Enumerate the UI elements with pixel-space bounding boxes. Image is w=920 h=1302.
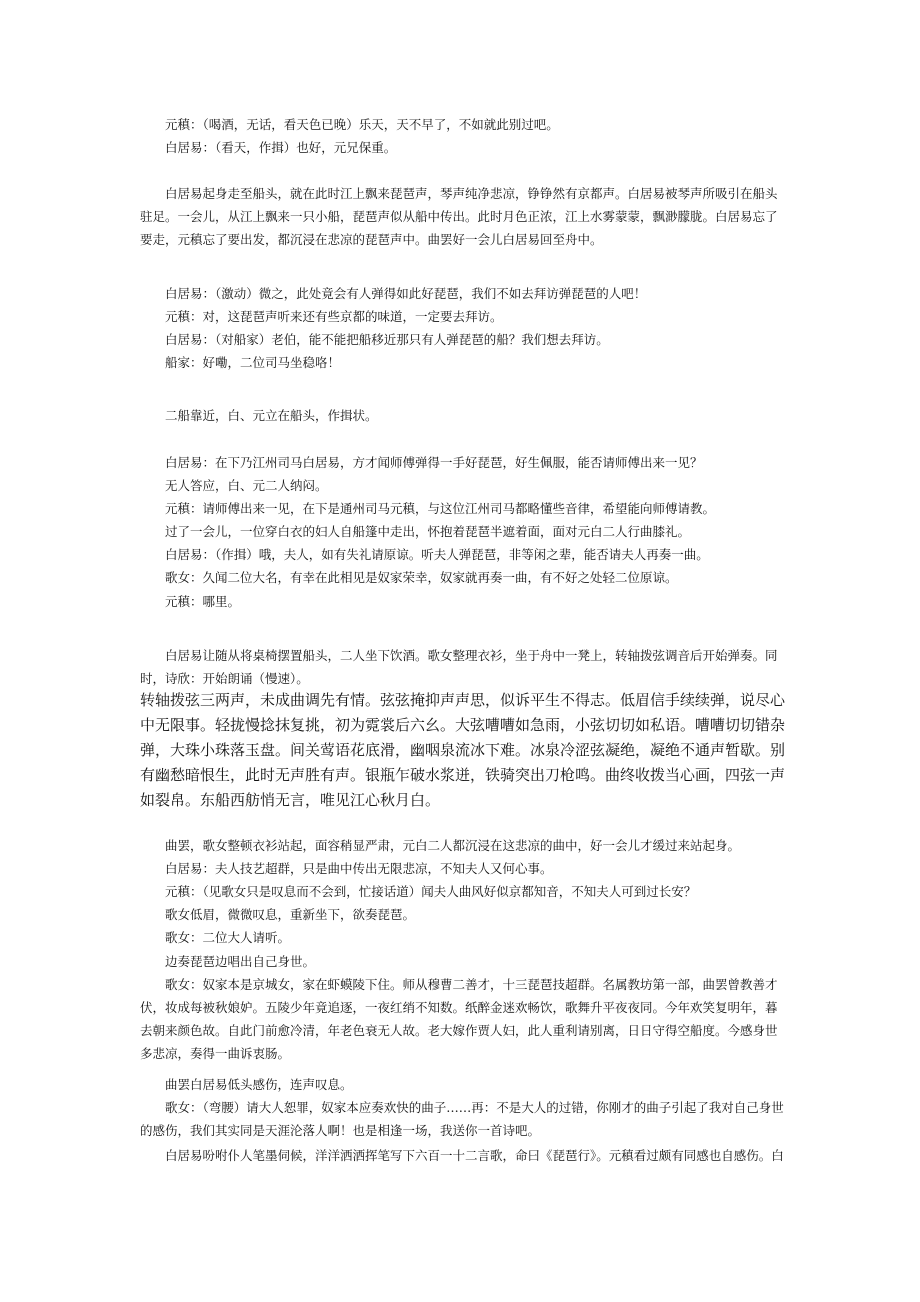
dialogue-paragraph: 歌女：（弯腰）请大人恕罪，奴家本应奏欢快的曲子……再：不是大人的过错，你刚才的曲子引起了我对自己身世的感伤，我们其实同是天涯沦落人啊！也是相逢一场，我送你一首诗吧。 <box>140 1100 784 1138</box>
dialogue-line: 元稹：（见歌女只是叹息而不会到，忙接话道）闻夫人曲风好似京都知音，不知夫人可到过长安？ <box>165 884 697 899</box>
dialogue-line: 白居易：夫人技艺超群，只是曲中传出无限悲凉，不知夫人又何心事。 <box>165 861 553 876</box>
dialogue-line: 白居易：在下乃江州司马白居易，方才闻师傅弹得一手好琵琶，好生佩服，能否请师傅出来一见？ <box>165 455 703 470</box>
stage-direction: 无人答应，白、元二人纳闷。 <box>165 478 328 493</box>
dialogue-line: 白居易：（看天，作揖）也好，元兄保重。 <box>165 140 397 155</box>
narration-paragraph: 白居易吩咐仆人笔墨伺候，洋洋洒洒挥笔写下六百一十二言歌，命曰《琵琶行》。元稹看过颇有同感也自感伤。白 <box>165 1148 784 1163</box>
dialogue-line: 白居易：（作揖）哦，夫人，如有失礼请原谅。听夫人弹琵琶，非等闲之辈，能否请夫人再奏一曲。 <box>165 547 709 562</box>
stage-direction: 过了一会儿，一位穿白衣的妇人自船篷中走出，怀抱着琵琶半遮着面，面对元白二人行曲膝礼。 <box>165 524 691 539</box>
dialogue-line: 船家：好嘞，二位司马坐稳咯！ <box>165 355 341 370</box>
dialogue-line: 元稹：哪里。 <box>165 594 241 609</box>
stage-direction: 曲罢白居易低头感伤，连声叹息。 <box>165 1077 353 1092</box>
dialogue-line: 白居易：（对船家）老伯，能不能把船移近那只有人弹琵琶的船？我们想去拜访。 <box>165 332 609 347</box>
dialogue-line: 白居易：（激动）微之，此处竟会有人弹得如此好琵琶，我们不如去拜访弹琵琶的人吧！ <box>165 286 647 301</box>
poem-recitation: 转轴拨弦三两声，未成曲调先有情。弦弦掩抑声声思，似诉平生不得志。低眉信手续续弹，说尽心中无限事。轻拢慢捻抹复挑，初为霓裳后六幺。大弦嘈嘈如急雨，小弦切切如私语。嘈嘈切切错杂弹，大珠小珠落玉盘。间关莺语花底滑，幽咽泉流冰下难。冰泉冷涩弦凝绝，凝绝不通声暂歇。别有幽愁暗恨生，此时无声胜有声。银瓶乍破水浆迸，铁骑突出刀枪鸣。曲终收拨当心画，四弦一声如裂帛。东船西舫悄无言，唯见江心秋月白。 <box>140 691 786 809</box>
narration-paragraph: 白居易起身走至船头，就在此时江上飘来琵琶声，琴声纯净悲凉，铮铮然有京都声。白居易被琴声所吸引在船头驻足。一会儿，从江上飘来一只小船，琵琶声似从船中传出。此时月色正浓，江上水雾蒙蒙，飘渺朦胧。白居易忘了要走，元稹忘了要出发，都沉浸在悲凉的琵琶声中。曲罢好一会儿白居易回至舟中。 <box>140 186 778 247</box>
dialogue-line: 元稹：（喝酒，无话，看天色已晚）乐天，天不早了，不如就此别过吧。 <box>165 117 559 132</box>
stage-direction: 曲罢，歌女整顿衣衫站起，面容稍显严肃，元白二人都沉浸在这悲凉的曲中，好一会儿才缓过来站起身。 <box>165 838 741 853</box>
dialogue-line: 元稹：对，这琵琶声听来还有些京都的味道，一定要去拜访。 <box>165 309 503 324</box>
stage-direction: 二船靠近，白、元立在船头，作揖状。 <box>165 408 378 423</box>
dialogue-line: 歌女：久闻二位大名，有幸在此相见是奴家荣幸，奴家就再奏一曲，有不好之处轻二位原谅。 <box>165 570 678 585</box>
dialogue-line: 元稹：请师傅出来一见，在下是通州司马元稹，与这位江州司马都略懂些音律，希望能向师傅请教。 <box>165 501 716 516</box>
stage-direction: 歌女低眉，微微叹息，重新坐下，欲奏琵琶。 <box>165 907 416 922</box>
dialogue-line: 歌女：二位大人请听。 <box>165 930 291 945</box>
narration-paragraph: 白居易让随从将桌椅摆置船头，二人坐下饮酒。歌女整理衣衫，坐于舟中一凳上，转轴拨弦调音后开始弹奏。同时，诗欣：开始朗诵（慢速）。 <box>140 648 778 686</box>
song-paragraph: 歌女：奴家本是京城女，家在虾蟆陵下住。师从穆曹二善才，十三琵琶技超群。名属教坊第一部，曲罢曾教善才伏，妆成每被秋娘妒。五陵少年竟追逐，一夜红绡不知数。纸醉金迷欢畅饮，歌舞升平夜夜同。今年欢笑复明年，暮去朝来颜色故。自此门前愈冷清，年老色衰无人故。老大嫁作贾人妇，此人重利请别离，日日守得空船度。今感身世多悲凉，奏得一曲诉衷肠。 <box>140 977 778 1061</box>
stage-direction: 边奏琵琶边唱出自己身世。 <box>165 954 316 969</box>
